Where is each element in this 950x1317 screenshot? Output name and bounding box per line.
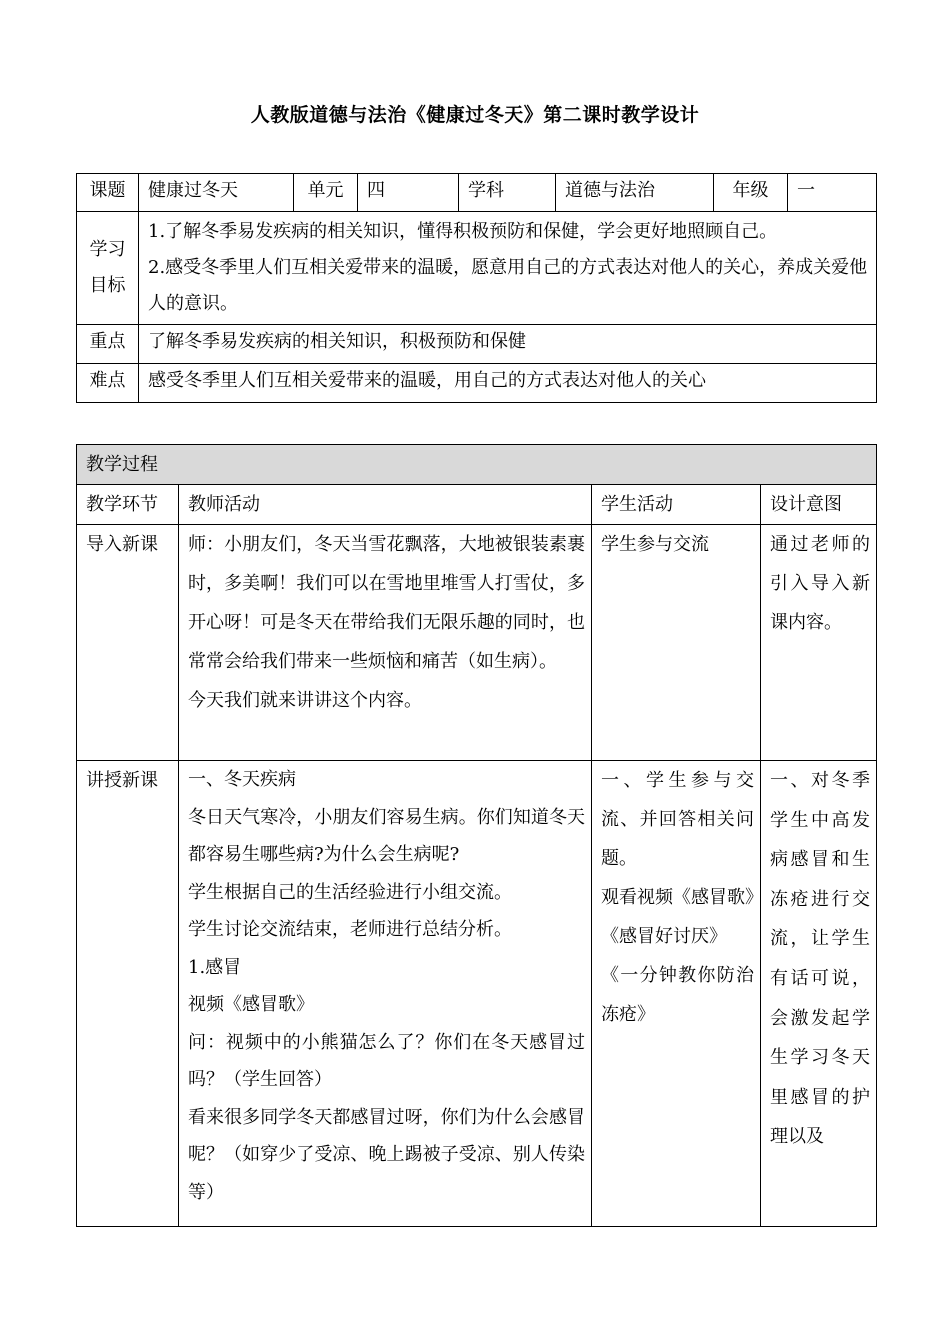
info-row-key <box>77 325 877 364</box>
teach-teacher-p4: 学生讨论交流结束，老师进行总结分析。 <box>188 919 512 940</box>
lesson-info-table <box>76 173 877 403</box>
col-stage-header: 教学环节 <box>77 485 179 525</box>
intro-teacher-p2: 今天我们就来讲讲这个内容。 <box>188 690 422 711</box>
unit-label: 单元 <box>294 174 358 212</box>
subject-value: 道德与法治 <box>556 174 714 212</box>
teach-teacher-p8: 看来很多同学冬天都感冒过呀，你们为什么会感冒呢？（如穿少了受凉、晚上踢被子受凉、别人传染等） <box>188 1106 585 1203</box>
col-teacher-header: 教师活动 <box>179 485 592 525</box>
grade-label: 年级 <box>714 174 788 212</box>
unit-value: 四 <box>358 174 459 212</box>
objective-2: 2.感受冬季里人们互相关爱带来的温暖，愿意用自己的方式表达对他人的关心，养成关爱他人的意识。 <box>148 257 868 314</box>
info-row-basic <box>77 174 877 212</box>
col-student-header: 学生活动 <box>592 485 761 525</box>
col-intent-header: 设计意图 <box>761 485 877 525</box>
teach-teacher-p2: 冬日天气寒冷，小朋友们容易生病。你们知道冬天都容易生哪些病?为什么会生病呢? <box>188 806 585 865</box>
teach-teacher-p7: 问：视频中的小熊猫怎么了？你们在冬天感冒过吗？（学生回答） <box>188 1031 585 1090</box>
teach-intent: 一、对冬季学生中高发病感冒和生冻疮进行交流，让学生有话可说，会激发起学生学习冬天里感冒的护理以及 <box>761 761 877 1227</box>
intro-intent: 通过老师的引入导入新课内容。 <box>761 525 877 761</box>
course-value: 健康过冬天 <box>139 174 294 212</box>
process-columns-row <box>77 485 877 525</box>
teach-teacher <box>179 761 592 1227</box>
grade-value: 一 <box>788 174 877 212</box>
process-header-row <box>77 445 877 485</box>
objective-1: 1.了解冬季易发疾病的相关知识，懂得积极预防和保健，学会更好地照顾自己。 <box>148 221 778 242</box>
key-value: 了解冬季易发疾病的相关知识，积极预防和保健 <box>139 325 877 364</box>
intro-teacher <box>179 525 592 761</box>
teach-student <box>592 761 761 1227</box>
objectives-label-line1: 学习 <box>89 239 126 260</box>
page-title: 人教版道德与法治《健康过冬天》第二课时教学设计 <box>250 104 700 126</box>
difficult-label: 难点 <box>77 364 139 403</box>
teach-teacher-p6: 视频《感冒歌》 <box>188 994 314 1015</box>
process-row-intro <box>77 525 877 761</box>
intro-student-p1: 学生参与交流 <box>601 534 709 555</box>
teach-student-p4: 《一分钟教你防治冻疮》 <box>601 965 754 1025</box>
info-row-objectives <box>77 212 877 325</box>
intro-stage: 导入新课 <box>77 525 179 761</box>
objectives-value <box>139 212 877 325</box>
objectives-label-line2: 目标 <box>89 275 126 296</box>
objectives-label <box>77 212 139 325</box>
key-label: 重点 <box>77 325 139 364</box>
info-row-difficult <box>77 364 877 403</box>
teaching-process-table <box>76 444 877 1227</box>
teach-student-p3: 《感冒好讨厌》 <box>601 926 727 947</box>
intro-student <box>592 525 761 761</box>
teach-teacher-p3: 学生根据自己的生活经验进行小组交流。 <box>188 881 512 903</box>
difficult-value: 感受冬季里人们互相关爱带来的温暖，用自己的方式表达对他人的关心 <box>139 364 877 403</box>
intro-teacher-p1: 师：小朋友们，冬天当雪花飘落，大地被银装素裹时，多美啊！我们可以在雪地里堆雪人打雪仗，多开心呀！可是冬天在带给我们无限乐趣的同时，也常常会给我们带来一些烦恼和痛苦（如生病）。 <box>188 534 585 672</box>
process-header: 教学过程 <box>77 445 877 485</box>
teach-student-p2: 观看视频《感冒歌》 <box>601 887 763 908</box>
teach-stage: 讲授新课 <box>77 761 179 1227</box>
teach-student-p1: 一、学生参与交流、并回答相关问题。 <box>601 770 754 869</box>
process-row-teaching <box>77 761 877 1227</box>
course-label: 课题 <box>77 174 139 212</box>
teach-teacher-p1: 一、冬天疾病 <box>188 769 296 790</box>
teach-teacher-p5: 1.感冒 <box>188 956 242 978</box>
subject-label: 学科 <box>459 174 556 212</box>
